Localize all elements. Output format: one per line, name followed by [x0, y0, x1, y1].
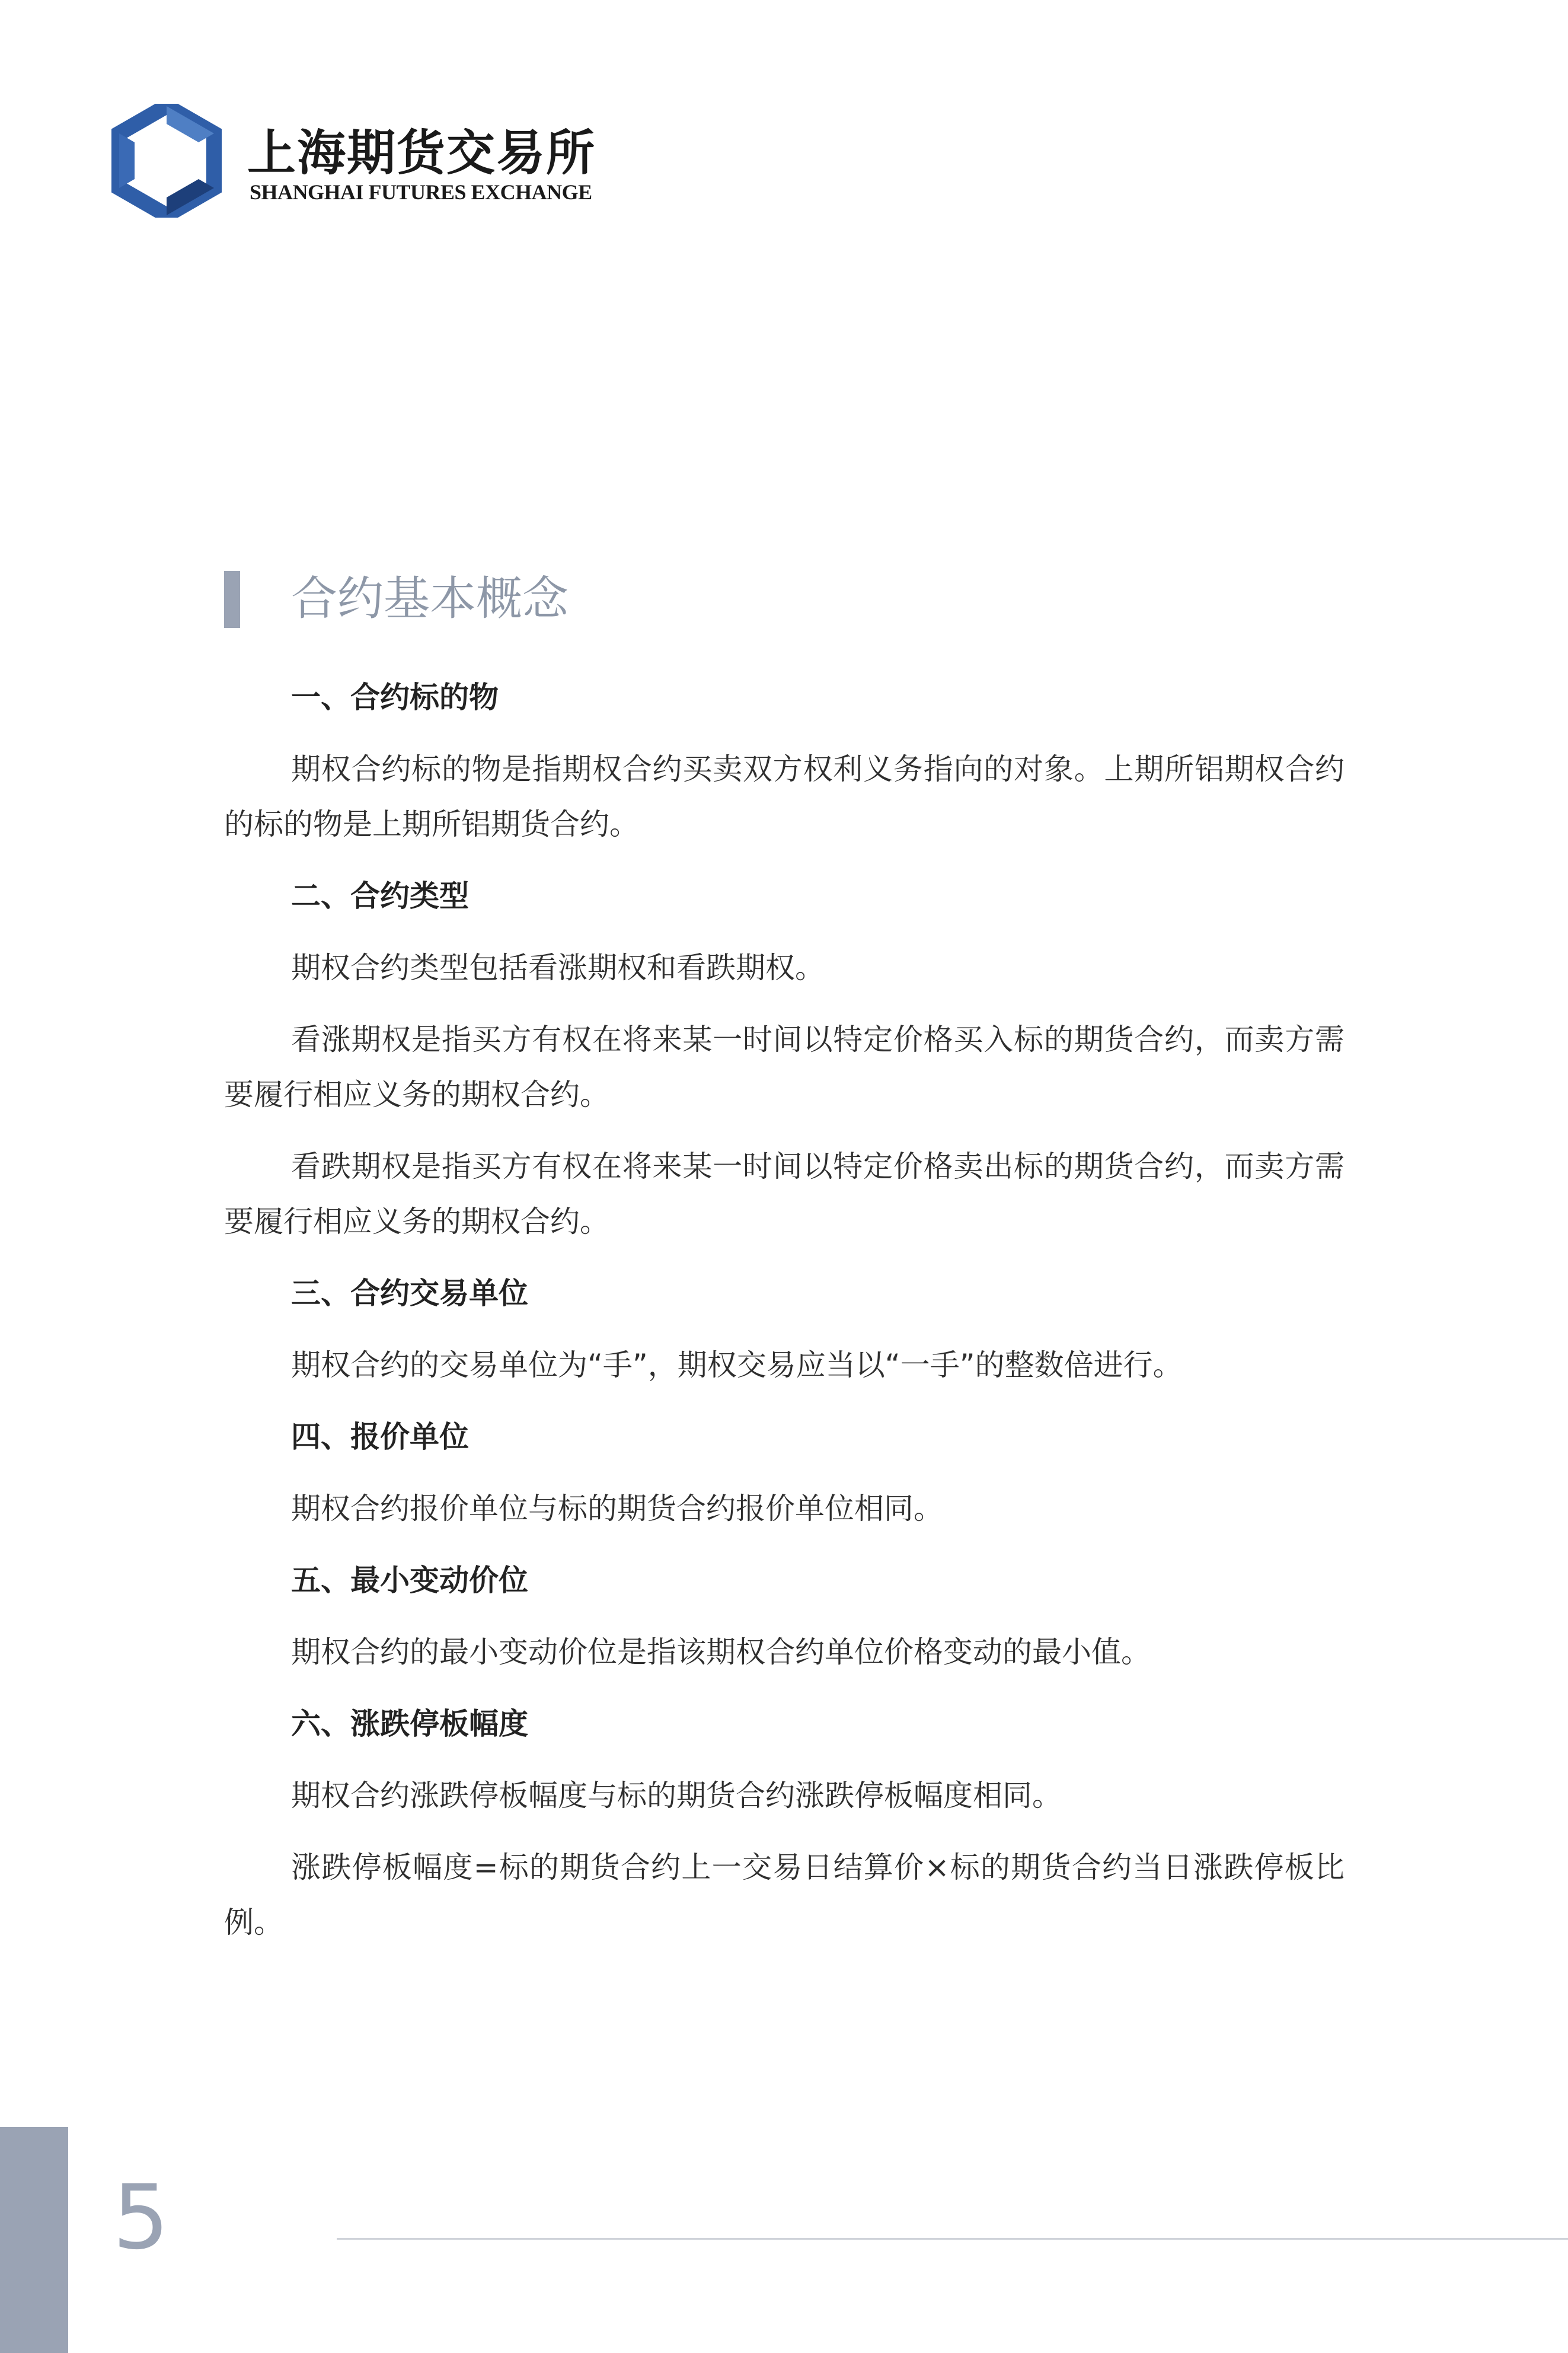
subheading: 一、合约标的物: [291, 680, 499, 715]
paragraph: 期权合约类型包括看涨期权和看跌期权。: [291, 951, 825, 985]
subheading: 二、合约类型: [291, 879, 469, 913]
subheading: 四、报价单位: [291, 1420, 469, 1454]
section-title: 合约基本概念: [291, 572, 569, 626]
exchange-emblem-icon: [110, 104, 223, 218]
paragraph: 期权合约涨跌停板幅度与标的期货合约涨跌停板幅度相同。: [291, 1778, 1062, 1813]
exchange-name-en: SHANGHAI FUTURES EXCHANGE: [250, 180, 592, 204]
paragraph: 期权合约的最小变动价位是指该期权合约单位价格变动的最小值。: [291, 1635, 1151, 1669]
paragraph: 涨跌停板幅度=标的期货合约上一交易日结算价×标的期货合约当日涨跌停板比例。: [224, 1850, 1345, 1940]
subheading: 五、最小变动价位: [291, 1563, 528, 1598]
paragraph: 看涨期权是指买方有权在将来某一时间以特定价格买入标的期货合约，而卖方需要履行相应义务的期权合约。: [224, 1022, 1345, 1112]
exchange-logo: [110, 104, 702, 222]
subheading: 六、涨跌停板幅度: [291, 1707, 528, 1741]
exchange-name-cn: 上海期货交易所: [247, 125, 596, 181]
paragraph: 期权合约的交易单位为“手”，期权交易应当以“一手”的整数倍进行。: [291, 1348, 1183, 1382]
footer-divider: [337, 2238, 1568, 2240]
page-side-tab: [0, 2127, 68, 2353]
paragraph: 期权合约报价单位与标的期货合约报价单位相同。: [291, 1491, 943, 1526]
subheading: 三、合约交易单位: [291, 1276, 528, 1311]
section-accent-bar: [224, 571, 240, 628]
page-number: 5: [113, 2166, 170, 2269]
document-body: [224, 670, 1345, 1967]
paragraph: 看跌期权是指买方有权在将来某一时间以特定价格卖出标的期货合约，而卖方需要履行相应义务的期权合约。: [224, 1149, 1345, 1239]
paragraph: 期权合约标的物是指期权合约买卖双方权利义务指向的对象。上期所铝期权合约的标的物是上期所铝期货合约。: [224, 752, 1345, 841]
